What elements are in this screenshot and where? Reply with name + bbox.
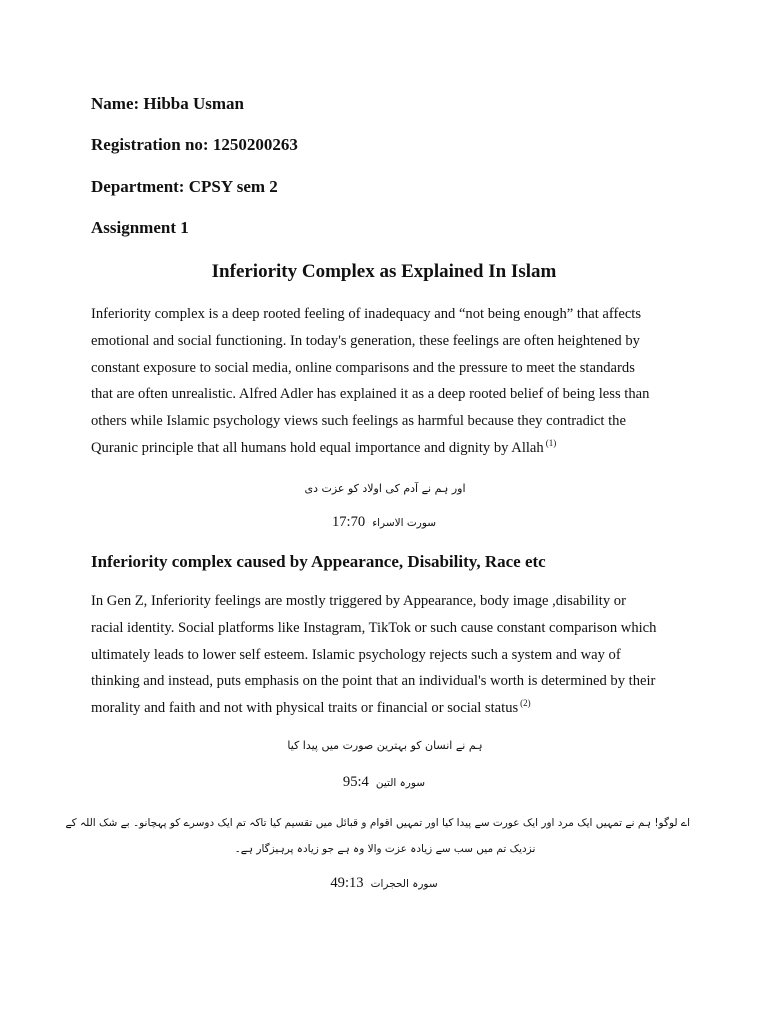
paragraph-line: ultimately leads to lower self esteem. Islamic psychology rejects such a system and way of [91, 646, 621, 663]
department: Department: CPSY sem 2 [91, 177, 278, 196]
section-paragraph [91, 588, 681, 722]
section-heading: Inferiority complex caused by Appearance, Disability, Race etc [91, 552, 546, 571]
verse-number: 49:13 [330, 875, 364, 891]
urdu-verse-line: اے لوگو! ہم نے تمہیں ایک مرد اور ایک عورت سے پیدا کیا اور تمہیں اقوام و قبائل میں تقسیم کیا تاکہ تم ایک دوسرے کو پہچانو۔ بے شک اللہ کے [65, 817, 690, 829]
paragraph-line-last [91, 435, 681, 462]
paragraph-line: constant exposure to social media, online comparisons and the pressure to meet the standards [91, 359, 635, 376]
urdu-verse: اور ہم نے آدم کی اولاد کو عزت دی [304, 482, 466, 495]
footnote-ref: (2) [520, 698, 531, 709]
paragraph-line: Inferiority complex is a deep rooted feeling of inadequacy and “not being enough” that affects [91, 306, 642, 322]
surah-name: سورت الاسراء [372, 517, 437, 529]
paragraph-line: that are often unrealistic. Alfred Adler has explained it as a deep rooted belief of being less than [91, 386, 650, 403]
document-title: Inferiority Complex as Explained In Islam [211, 261, 557, 282]
paragraph-text: morality and faith and not with physical traits or financial or social status [91, 700, 519, 717]
surah-name: سورہ التین [375, 777, 426, 789]
paragraph-line: In Gen Z, Inferiority feelings are mostly triggered by Appearance, body image ,disability or [91, 593, 626, 609]
paragraph-line-last [91, 695, 681, 722]
paragraph-line: emotional and social functioning. In today's generation, these feelings are often heightened by [91, 332, 640, 349]
footnote-ref: (1) [545, 437, 557, 448]
paragraph-line: racial identity. Social platforms like Instagram, TikTok or such cause constant comparison which [91, 619, 657, 636]
intro-paragraph [91, 301, 681, 462]
verse-citation [0, 513, 768, 532]
verse-number: 95:4 [342, 774, 369, 790]
verse-citation [0, 874, 768, 893]
urdu-verse: ہم نے انسان کو بہترین صورت میں پیدا کیا [287, 739, 483, 752]
paragraph-text: Quranic principle that all humans hold equal importance and dignity by Allah [91, 439, 544, 456]
student-name: Name: Hibba Usman [91, 94, 245, 113]
verse-citation [0, 773, 768, 792]
paragraph-line: others while Islamic psychology views such feelings as harmful because they contradict the [91, 413, 626, 430]
paragraph-line: thinking and instead, puts emphasis on the point that an individual's worth is determined by their [91, 673, 656, 690]
urdu-verse-line: نزدیک تم میں سب سے زیادہ عزت والا وہ ہے جو زیادہ پرہیزگار ہے۔ [234, 843, 536, 855]
verse-number: 17:70 [331, 514, 366, 530]
surah-name: سورہ الحجرات [370, 878, 438, 890]
registration-number: Registration no: 1250200263 [91, 135, 298, 154]
assignment-label: Assignment 1 [91, 218, 189, 237]
